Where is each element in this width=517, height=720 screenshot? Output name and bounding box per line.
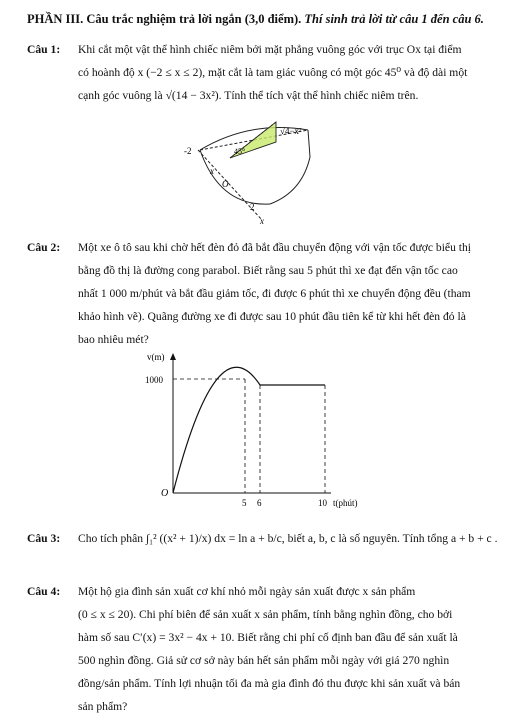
- question-1-label: Câu 1:: [27, 43, 61, 56]
- question-4-line: đồng/sản phẩm. Tính lợi nhuận tối đa mà gia đình đó thu được khi sản xuất và bán: [78, 677, 461, 690]
- section-heading: [27, 12, 484, 27]
- velocity-curve: [173, 367, 260, 493]
- question-4-line: (0 ≤ x ≤ 20). Chi phí biên để sản xuất x sản phẩm, tính bằng nghìn đồng, cho bởi: [78, 608, 453, 621]
- question-2-label: Câu 2:: [27, 241, 61, 254]
- question-1-text: [78, 38, 513, 107]
- y-tick-1000: 1000: [145, 375, 163, 385]
- v-axis-label: v(m): [147, 352, 165, 362]
- origin-label: O: [222, 179, 229, 189]
- section-heading-bold: PHẦN III. Câu trắc nghiệm trả lời ngắn (3,0 điểm).: [27, 12, 302, 26]
- origin-label: O: [161, 488, 169, 499]
- question-2-line: bằng đồ thị là đường cong parabol. Biết rằng sau 5 phút thì xe đạt đến vận tốc cao: [78, 264, 458, 277]
- question-4-line: hàm số sau C′(x) = 3x² − 4x + 10. Biết rằng chi phí cố định ban đầu để sản xuất là: [78, 631, 458, 644]
- question-2-text: [78, 236, 513, 351]
- question-3-line: Cho tích phân ∫₁² ((x² + 1)/x) dx = ln a + b/c, biết a, b, c là số nguyên. Tính tổng a + b + c .: [78, 532, 498, 545]
- wedge-solid-figure: [170, 112, 340, 232]
- question-2-line: nhất 1 000 m/phút và bắt đầu giảm tốc, đi được 6 phút thì xe chuyển động đều (tham: [78, 287, 471, 300]
- x-mid-label: x: [210, 166, 214, 176]
- wedge-base-curve: [200, 150, 270, 204]
- velocity-graph: [135, 350, 385, 508]
- question-1-line: Khi cắt một vật thể hình chiếc niêm bởi mặt phẳng vuông góc với trục Ox tại điểm: [78, 43, 462, 56]
- x-axis-label: x: [260, 216, 264, 226]
- question-4-line: sản phẩm?: [78, 700, 128, 713]
- x-tick-5: 5: [242, 498, 247, 508]
- angle-label: 45°: [234, 147, 246, 156]
- two-label: 2: [250, 202, 255, 212]
- question-1-line: có hoành độ x (−2 ≤ x ≤ 2), mặt cắt là tam giác vuông có một góc 45⁰ và độ dài một: [78, 66, 468, 79]
- question-4-label: Câu 4:: [27, 585, 61, 598]
- question-3-label: Câu 3:: [27, 532, 61, 545]
- x-tick-6: 6: [257, 498, 262, 508]
- question-3-text: [78, 527, 513, 550]
- question-2-line: bao nhiêu mét?: [78, 333, 149, 346]
- question-2-line: khảo hình vẽ). Quãng đường xe đi được sau 10 phút đầu tiên kể từ khi hết đèn đỏ là: [78, 310, 466, 323]
- question-4-line: Một hộ gia đình sản xuất cơ khí nhỏ mỗi ngày sản xuất được x sản phẩm: [78, 585, 416, 598]
- v-axis-arrow: [170, 353, 176, 360]
- question-2-line: Một xe ô tô sau khi chờ hết đèn đỏ đã bắt đầu chuyển động với vận tốc được biểu thị: [78, 241, 472, 254]
- section-heading-instruction: Thí sinh trả lời từ câu 1 đến câu 6.: [301, 12, 484, 26]
- question-4-line: 500 nghìn đồng. Giả sử cơ sở này bán hết sản phẩm mỗi ngày với giá 270 nghìn: [78, 654, 450, 667]
- neg-two-label: -2: [184, 146, 192, 156]
- question-1-line: cạnh góc vuông là √(14 − 3x²). Tính thể tích vật thể hình chiếc niêm trên.: [78, 89, 419, 102]
- t-axis-label: t(phút): [333, 498, 358, 508]
- sqrt-label: √4−x²: [280, 126, 302, 136]
- question-4-text: [78, 580, 513, 718]
- x-tick-10: 10: [318, 498, 327, 508]
